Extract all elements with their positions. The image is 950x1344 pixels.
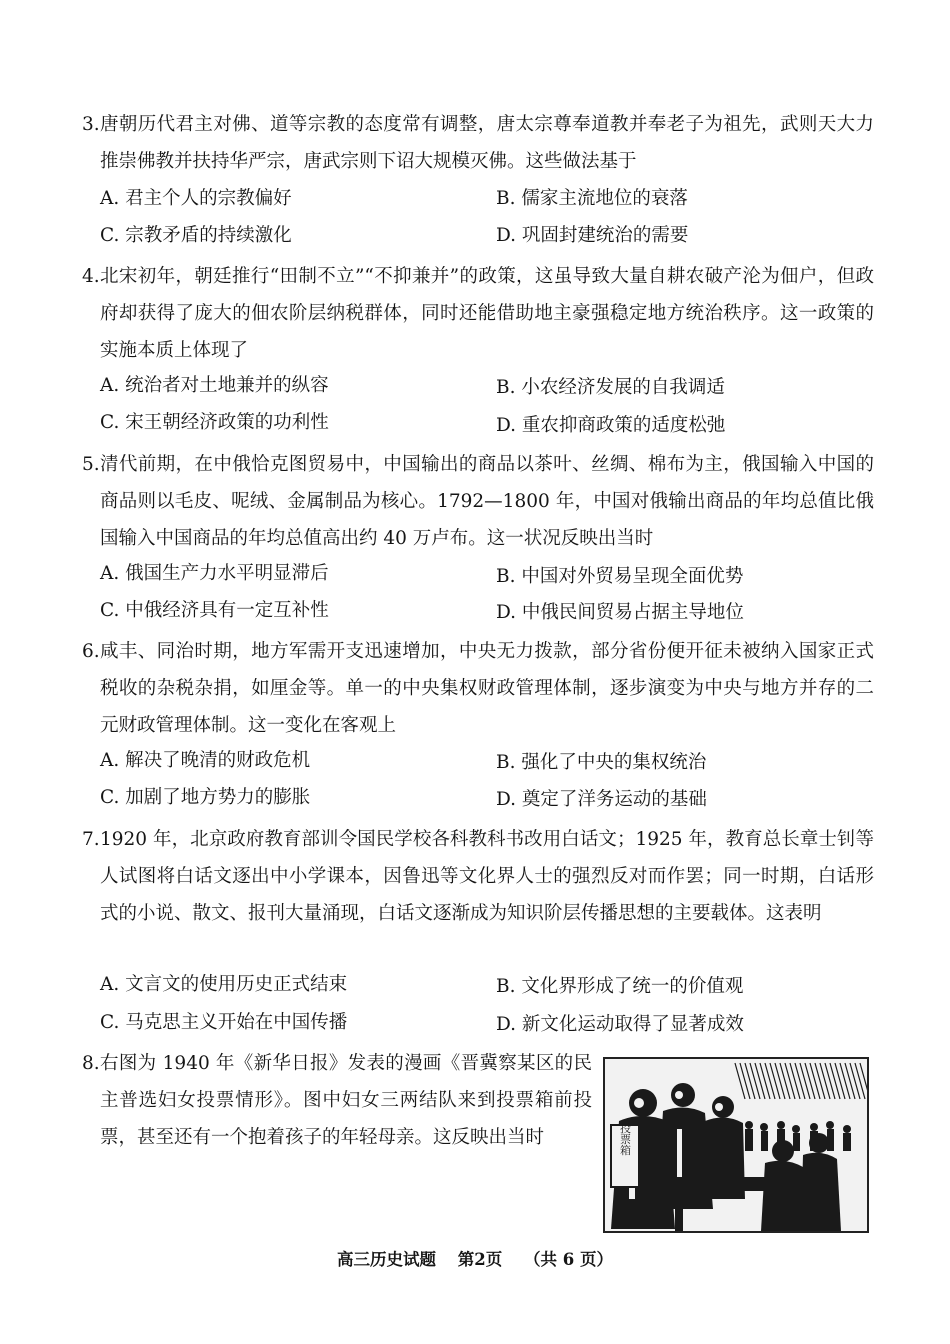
question-number: 3. [82, 114, 100, 135]
option-c[interactable]: C. 宗教矛盾的持续激化 [100, 225, 292, 246]
option-c[interactable]: C. 宋王朝经济政策的功利性 [100, 412, 329, 433]
question-8 [82, 1045, 592, 1156]
option-c[interactable]: C. 马克思主义开始在中国传播 [100, 1012, 348, 1033]
question-stem: 北宋初年，朝廷推行“田制不立”“不抑兼并”的政策，这虽导致大量自耕农破产沦为佃户，但政府却获得了庞大的佃农阶层纳税群体，同时还能借助地主豪强稳定地方统治秩序。这一政策的实施本质上体现了 [100, 266, 874, 361]
option-c[interactable]: C. 加剧了地方势力的膨胀 [100, 787, 311, 808]
footer-title: 高三历史试题 [337, 1250, 437, 1269]
question-number: 6. [82, 641, 100, 662]
question-3 [82, 106, 874, 180]
option-b[interactable]: B. 文化界形成了统一的价值观 [496, 976, 744, 997]
option-d[interactable]: D. 奠定了洋务运动的基础 [496, 789, 707, 810]
option-a[interactable]: A. 解决了晚清的财政危机 [100, 750, 311, 771]
question-5 [82, 446, 874, 557]
option-b[interactable]: B. 小农经济发展的自我调适 [496, 377, 725, 398]
question-stem: 咸丰、同治时期，地方军需开支迅速增加，中央无力拨款，部分省份便开征未被纳入国家正式税收的杂税杂捐，如厘金等。单一的中央集权财政管理体制，逐步演变为中央与地方并存的二元财政管理体制。这一变化在客观上 [100, 641, 874, 736]
question-number: 5. [82, 454, 100, 475]
footer-page: 第2页 [457, 1250, 503, 1269]
option-c[interactable]: C. 中俄经济具有一定互补性 [100, 600, 329, 621]
question-stem: 唐朝历代君主对佛、道等宗教的态度常有调整，唐太宗尊奉道教并奉老子为祖先，武则天大力推崇佛教并扶持华严宗，唐武宗则下诏大规模灭佛。这些做法基于 [100, 114, 874, 172]
question-stem: 右图为 1940 年《新华日报》发表的漫画《晋冀察某区的民主普选妇女投票情形》。图中妇女三两结队来到投票箱前投票，甚至还有一个抱着孩子的年轻母亲。这反映出当时 [100, 1053, 592, 1148]
option-a[interactable]: A. 统治者对土地兼并的纵容 [100, 375, 329, 396]
question-number: 4. [82, 266, 100, 287]
question-stem: 1920 年，北京政府教育部训令国民学校各科教科书改用白话文；1925 年，教育总长章士钊等人试图将白话文逐出中小学课本，因鲁迅等文化界人士的强烈反对而作罢；同一时期，白话形式的小说、散文、报刊大量涌现，白话文逐渐成为知识阶层传播思想的主要载体。这表明 [100, 829, 874, 924]
option-b[interactable]: B. 中国对外贸易呈现全面优势 [496, 566, 744, 587]
option-b[interactable]: B. 儒家主流地位的衰落 [496, 188, 688, 209]
question-stem: 清代前期，在中俄恰克图贸易中，中国输出的商品以茶叶、丝绸、棉布为主，俄国输入中国的商品则以毛皮、呢绒、金属制品为核心。1792—1800 年，中国对俄输出商品的年均总值比俄国输入中国商品的年均总值高出约 40 万卢布。这一状况反映出当时 [100, 454, 874, 549]
option-a[interactable]: A. 君主个人的宗教偏好 [100, 188, 292, 209]
question-4 [82, 258, 874, 369]
ballot-box-sign: 投票箱 [618, 1122, 632, 1156]
page-footer [0, 1246, 950, 1270]
option-a[interactable]: A. 俄国生产力水平明显滞后 [100, 563, 329, 584]
question-7 [82, 821, 874, 932]
option-d[interactable]: D. 巩固封建统治的需要 [496, 225, 689, 246]
question-6 [82, 633, 874, 744]
option-a[interactable]: A. 文言文的使用历史正式结束 [100, 974, 348, 995]
option-d[interactable]: D. 新文化运动取得了显著成效 [496, 1014, 744, 1035]
option-d[interactable]: D. 中俄民间贸易占据主导地位 [496, 602, 744, 623]
question-number: 8. [82, 1053, 100, 1074]
option-d[interactable]: D. 重农抑商政策的适度松弛 [496, 415, 726, 436]
option-b[interactable]: B. 强化了中央的集权统治 [496, 752, 707, 773]
voting-cartoon-image [603, 1057, 869, 1233]
question-number: 7. [82, 829, 100, 850]
footer-total: （共 6 页） [524, 1250, 613, 1269]
